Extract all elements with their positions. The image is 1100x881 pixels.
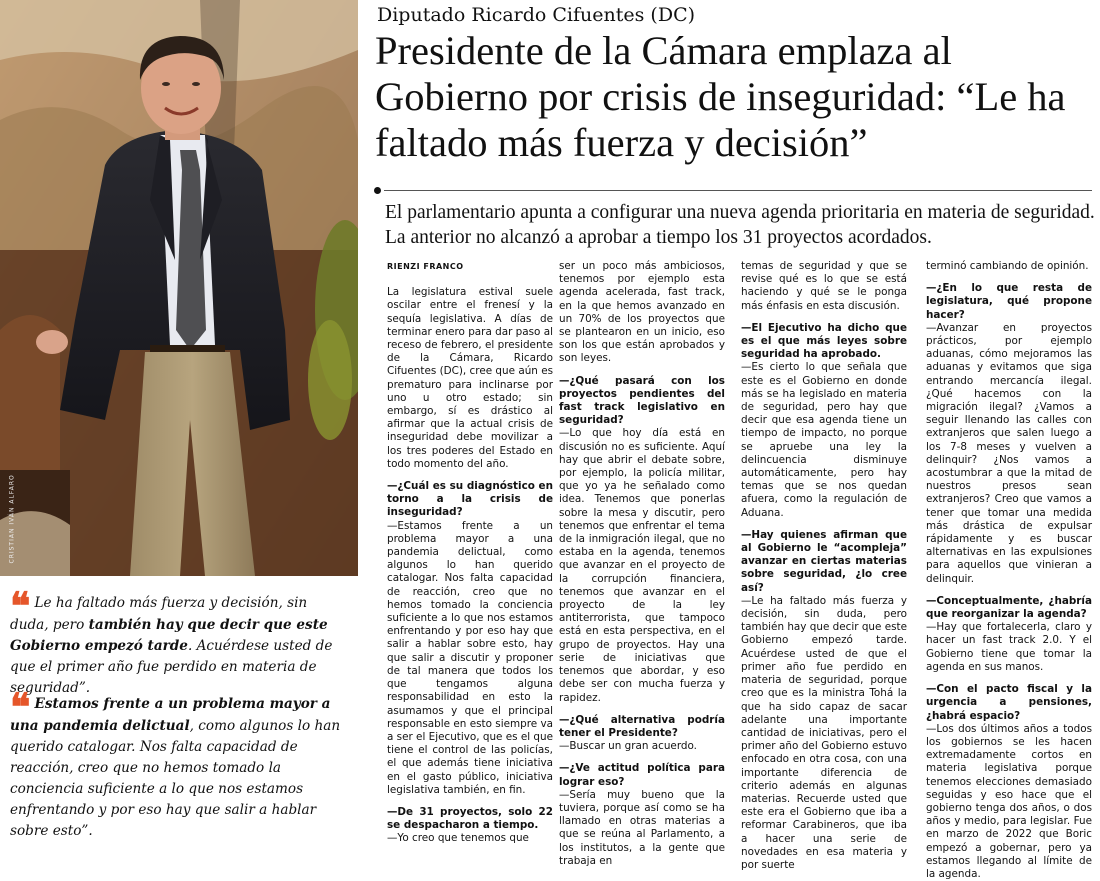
quote-1-after: . Acuérdese usted de que el primer año fue perdido en materia de seguridad”.	[10, 638, 333, 696]
interview-question: —¿En lo que resta de legislatura, qué propone hacer?	[926, 282, 1092, 321]
interview-question: —¿Cuál es su diagnóstico en torno a la crisis de inseguridad?	[387, 480, 553, 519]
interview-question: —El Ejecutivo ha dicho que es el que más leyes sobre seguridad ha aprobado.	[741, 321, 907, 361]
quote-1-bold: también hay que decir que este Gobierno empezó tarde	[10, 617, 328, 654]
divider	[384, 190, 1092, 191]
paragraph: —Avanzar en proyectos prácticos, por ejemplo aduanas, cómo mejoramos las aduanas y evitamos que siga entrando mercancía ilegal. ¿Qué hacemos con la migración ilegal? ¿Vamos a seguir llenando las calles con extranjeros que salen luego a los 7-8 meses y vuelven a delinquir? ¿Nos vamos a acostumbrar a que la mitad de nuestros presos sean extranjeros? Creo que vamos a tener que tomar una medida más drástica de expulsar rápidamente y es buscar alternativas en las expulsiones para aquellos que vinieran a delinquir.	[926, 321, 1092, 585]
body-column-3	[741, 260, 907, 872]
photo-credit	[2, 470, 16, 570]
bullet-icon	[374, 187, 381, 194]
body-column-1	[387, 260, 553, 846]
interview-question: —¿Qué alternativa podría tener el Presidente?	[559, 713, 725, 739]
interview-question: —¿Qué pasará con los proyectos pendientes del fast track legislativo en seguridad?	[559, 374, 725, 427]
paragraph: —Es cierto lo que señala que este es el Gobierno en donde más se ha legislado en materia de seguridad, pero hay que decir que esa agenda tiene un tiempo de impacto, no porque se apruebe una ley la delincuencia disminuye automáticamente, pero hay temas que se nos quedan afuera, como la regulación de Aduana.	[741, 361, 907, 519]
portrait-photo	[0, 0, 358, 576]
quote-mark-icon: ❝	[10, 684, 31, 729]
paragraph: —Los dos últimos años a todos los gobiernos se les hacen extremadamente cortos en materia legislativa porque tenemos elecciones demasiado seguidas y eso hace que el gobierno tenga dos años, o dos años y medio, para legislar. Fue en marzo de 2022 que Boric empezó a gobernar, pero ya estamos llegando al límite de la agenda.	[926, 722, 1092, 880]
photo-credit-text: CRISTIAN IVÁN ALFARO	[8, 474, 16, 564]
quote-2-bold: Estamos frente a un problema mayor a una pandemia delictual	[10, 696, 331, 734]
body-column-2	[559, 260, 725, 868]
quote-mark-icon: ❝	[10, 583, 31, 628]
paragraph: —Sería muy bueno que la tuviera, porque así como se ha llamado en otras materias a que se reúna al Parlamento, a los institutos, a la gente que trabaja en	[559, 788, 725, 867]
paragraph: —Le ha faltado más fuerza y decisión, sin duda, pero también hay que decir que este Gobierno empezó tarde. Acuérdese usted de que el primer año fue perdido en materia de seguridad, porque creo que es la ministra Tohá la que ha sido capaz de sacar adelante una importante cantidad de iniciativas, pero el primer año del Gobierno estuvo enfocado en otra cosa, con una importante diferencia de criterio además en algunas materias. Recuerde usted que este era el Gobierno que iba a reformar Carabineros, que iba a hacer una serie de novedades en esa materia y por suerte	[741, 594, 907, 871]
paragraph: —Hay que fortalecerla, claro y hacer un fast track 2.0. Y el Gobierno tiene que tomar la agenda en sus manos.	[926, 621, 1092, 673]
paragraph: —Lo que hoy día está en discusión no es suficiente. Aquí hay que abrir el debate sobre, por ejemplo, la policía militar, que yo ya he señalado como idea. Tenemos que ponerlas sobre la mesa y discutir, pero tenemos que enfrentar el tema de la inmigración ilegal, que no estaba en la agenda, tenemos que avanzar en el proyecto de la corrupción financiera, tenemos que avanzar en el proyecto de la ley antiterrorista, que tampoco está en esta perspectiva, en el grupo de proyectos. Hay una serie de iniciativas que tenemos que abordar, y eso debe ser con mucha fuerza y rapidez.	[559, 427, 725, 704]
interview-question: —Con el pacto fiscal y la urgencia a pensiones, ¿habrá espacio?	[926, 683, 1092, 722]
paragraph: —Estamos frente a un problema mayor a una pandemia delictual, como algunos lo han querido catalogar. Nos falta capacidad de reacción, creo que no hemos tomado la conciencia suficiente a lo que nos estamos enfrentando y por eso hay que salir a hablar sobre esto, hay que salir a discutir y proponer de tal manera que todos los que tengamos alguna responsabilidad en esto la asumamos y que el principal responsable en esto siempre va a ser el Ejecutivo, que es el que tiene el control de las policías, el que además tiene iniciativa en el gasto público, iniciativa legislativa también, en fin.	[387, 519, 553, 796]
paragraph: —Yo creo que tenemos que	[387, 832, 529, 845]
headline: Presidente de la Cámara emplaza al Gobierno por crisis de inseguridad: “Le ha faltado más fuerza y decisión”	[375, 28, 1066, 165]
paragraph: —Buscar un gran acuerdo.	[559, 740, 697, 753]
body-column-4	[926, 260, 1092, 881]
paragraph: La legislatura estival suele oscilar entre el frenesí y la sequía legislativa. A días de terminar enero para dar paso al receso de febrero, el presidente de la Cámara, Ricardo Cifuentes (DC), cree que aún es prematuro para inclinarse por uno u otro estado; sin embargo, sí es drástico al afirmar que la actual crisis de inseguridad debe movilizar a los tres poderes del Estado en todo momento del año.	[387, 286, 553, 470]
paragraph: ser un poco más ambiciosos, tenemos por ejemplo esta agenda acelerada, fast track, en la que hemos avanzado en un 70% de los proyectos que se plantearon en un inicio, eso son los que están aprobados y son leyes.	[559, 260, 725, 365]
quote-2-after: , como algunos lo han querido catalogar. Nos falta capacidad de reacción, creo que no hemos tomado la conciencia suficiente a lo que nos estamos enfrentando y por eso hay que salir a hablar sobre esto”.	[10, 718, 341, 839]
paragraph: temas de seguridad y que se revise qué es lo que se está haciendo y qué se le ponga más énfasis en esta discusión.	[741, 260, 907, 312]
interview-question: —De 31 proyectos, solo 22 se despacharon a tiempo.	[387, 805, 553, 832]
paragraph: terminó cambiando de opinión.	[926, 260, 1089, 272]
byline: RIENZI FRANCO	[387, 262, 464, 271]
kicker: Diputado Ricardo Cifuentes (DC)	[377, 4, 696, 26]
interview-question: —Hay quienes afirman que al Gobierno le “acompleja” avanzar en ciertas materias sobre seguridad, ¿lo cree así?	[741, 528, 907, 594]
interview-question: —Conceptualmente, ¿habría que reorganizar la agenda?	[926, 594, 1092, 621]
pull-quote-2	[10, 684, 345, 842]
pull-quote-1	[10, 583, 345, 699]
quote-1-before: Le ha faltado más fuerza y decisión, sin duda, pero	[10, 595, 308, 633]
dek: El parlamentario apunta a configurar una nueva agenda prioritaria en materia de seguridad. La anterior no alcanzó a aprobar a tiempo los 31 proyectos acordados.	[385, 202, 1095, 248]
interview-question: —¿Ve actitud política para lograr eso?	[559, 762, 725, 788]
